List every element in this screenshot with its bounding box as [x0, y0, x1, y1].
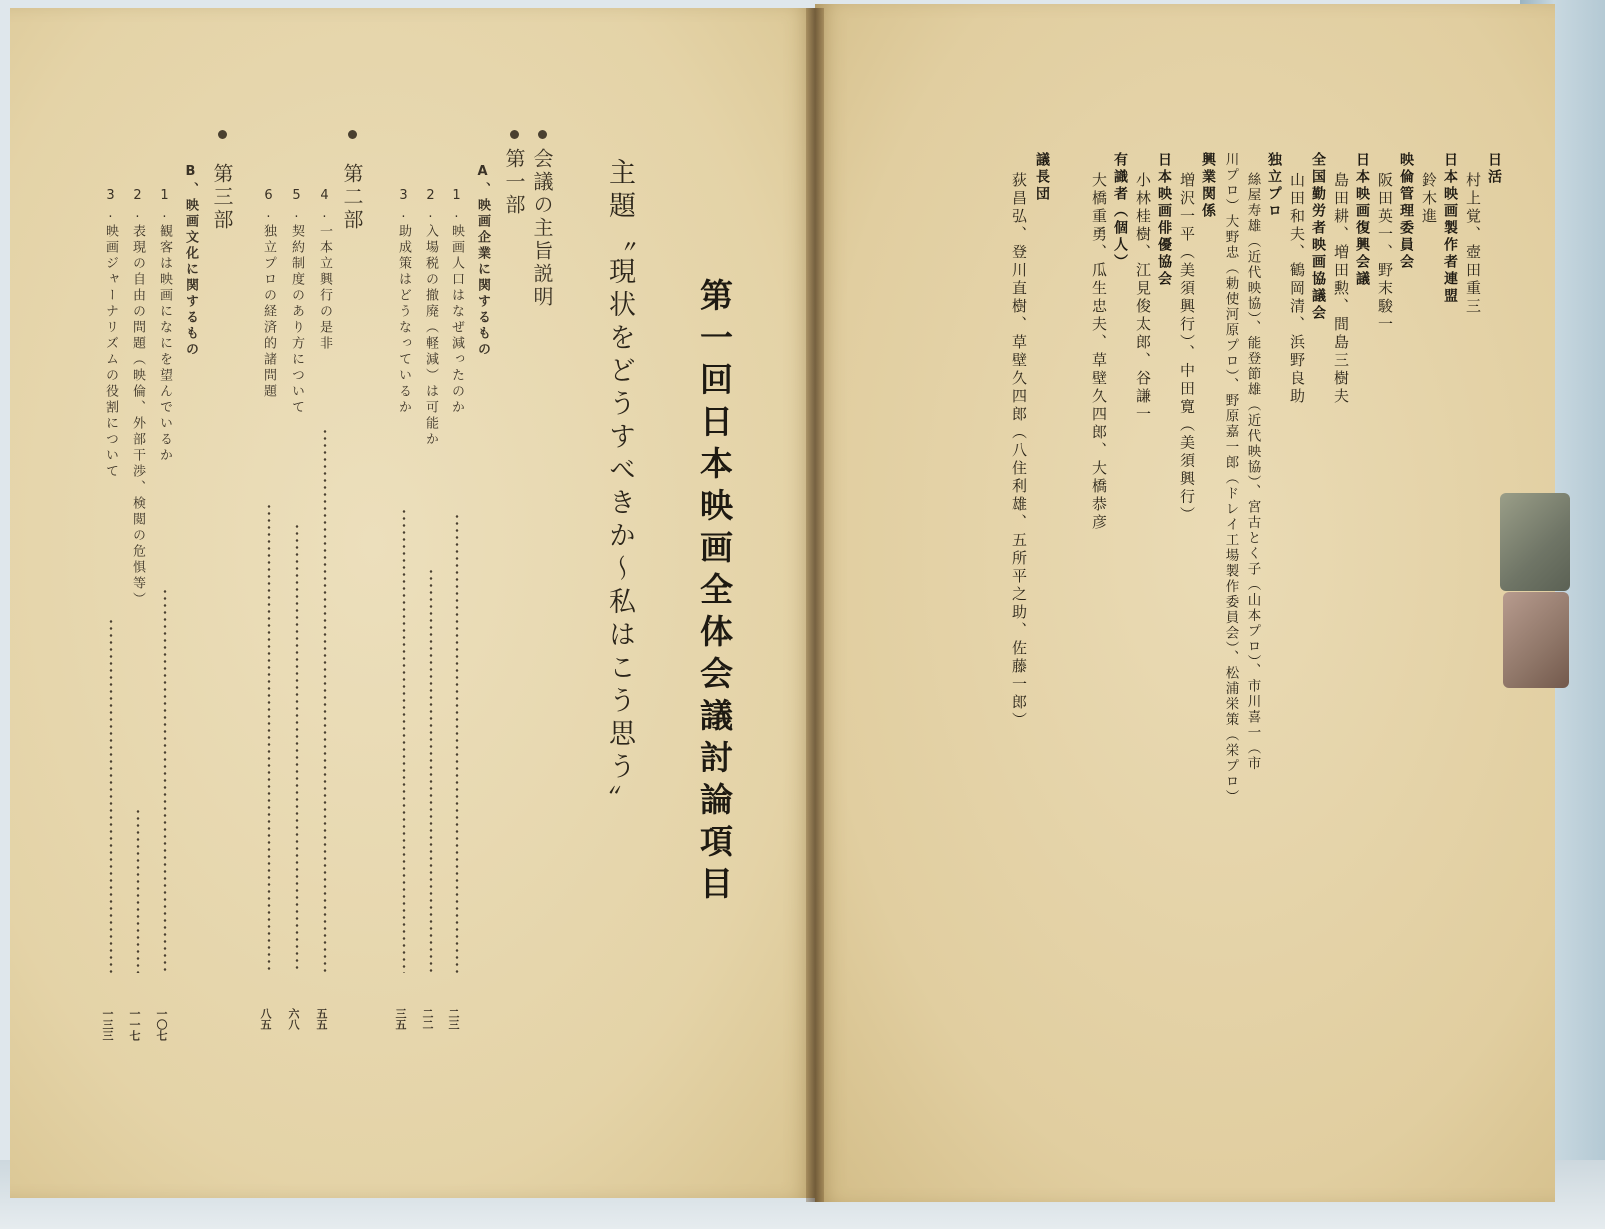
theme-line: 主題〝現状をどうすべきか〜私はこう思う〟 — [604, 158, 635, 818]
org-heading: 興業関係 — [1200, 152, 1216, 220]
paperweight — [1500, 493, 1570, 591]
bullet-icon — [348, 130, 357, 139]
toc-page-number: 六八 — [287, 1008, 300, 1030]
left-page — [10, 8, 815, 1198]
member-names: 大橋重勇、瓜生忠夫、草壁久四郎、大橋恭彦 — [1090, 172, 1108, 532]
page-title: 第一回日本映画全体会議討論項目 — [695, 278, 734, 908]
member-names: 島田耕、増田勲、間島三樹夫 — [1332, 172, 1350, 406]
member-names: 荻昌弘、登川直樹、草壁久四郎（八住利雄、五所平之助、佐藤一郎） — [1010, 172, 1028, 730]
leader-dots — [109, 618, 113, 973]
bullet-icon — [538, 130, 547, 139]
bullet-icon — [218, 130, 227, 139]
leader-dots — [163, 588, 167, 973]
org-heading: 映倫管理委員会 — [1398, 152, 1414, 271]
toc-item: 2.表現の自由の問題（映倫、外部干渉、検閲の危惧等） — [130, 188, 145, 608]
toc-item: 1.映画人口はなぜ減ったのか — [449, 188, 464, 416]
toc-item: 3.助成策はどうなっているか — [396, 188, 411, 416]
toc-item: 3.映画ジャーナリズムの役割について — [103, 188, 118, 480]
member-names: 山田和夫、鶴岡清、浜野良助 — [1288, 172, 1306, 406]
toc-item: 4.一本立興行の是非 — [317, 188, 332, 352]
toc-item: 5.契約制度のあり方について — [289, 188, 304, 416]
subsection-heading: A、映画企業に関するもの — [475, 164, 490, 358]
section-heading: 第二部 — [340, 163, 364, 232]
leader-dots — [455, 513, 459, 973]
right-page — [815, 4, 1555, 1202]
leader-dots — [402, 508, 406, 973]
leader-dots — [323, 428, 327, 973]
leader-dots — [136, 808, 140, 973]
toc-page-number: 五五 — [315, 1008, 328, 1030]
org-heading: 有識者（個人） — [1112, 152, 1128, 271]
org-heading: 独立プロ — [1266, 152, 1282, 220]
member-names: 増沢一平（美須興行）、中田寛（美須興行） — [1178, 172, 1196, 525]
member-names: 川プロ）大野忠（勅使河原プロ）、野原嘉一郎（ドレイ工場製作委員会）、松浦栄策（栄プロ） — [1222, 152, 1239, 805]
org-heading: 議長団 — [1034, 152, 1050, 203]
paperweight — [1503, 592, 1569, 688]
leader-dots — [295, 523, 299, 973]
org-heading: 日本映画復興会議 — [1354, 152, 1370, 288]
section-heading: 会議の主旨説明 — [530, 148, 554, 309]
toc-page-number: 一三三 — [101, 1008, 114, 1041]
org-heading: 日本映画俳優協会 — [1156, 152, 1172, 288]
toc-page-number: 一〇七 — [155, 1008, 168, 1041]
toc-item: 2.入場税の撤廃（軽減）は可能か — [423, 188, 438, 448]
bullet-icon — [510, 130, 519, 139]
member-names: 絲屋寿雄（近代映協）、能登節雄（近代映協）、宮古とく子（山本プロ）、市川喜一（市 — [1244, 172, 1261, 772]
section-heading: 第三部 — [210, 163, 234, 232]
toc-page-number: 二三 — [447, 1008, 460, 1030]
member-names: 鈴木進 — [1420, 172, 1438, 226]
member-names: 村上覚、壺田重三 — [1464, 172, 1482, 316]
toc-page-number: 三五 — [394, 1008, 407, 1030]
toc-item: 1.観客は映画になにを望んでいるか — [157, 188, 172, 464]
member-names: 阪田英一、野末駿一 — [1376, 172, 1394, 334]
org-heading: 日活 — [1486, 152, 1502, 186]
org-heading: 日本映画製作者連盟 — [1442, 152, 1458, 305]
toc-page-number: 二二 — [421, 1008, 434, 1030]
section-heading: 第一部 — [502, 148, 526, 217]
toc-page-number: 八五 — [259, 1008, 272, 1030]
toc-page-number: 一一七 — [128, 1008, 141, 1041]
subsection-heading: B、映画文化に関するもの — [183, 164, 198, 358]
member-names: 小林桂樹、江見俊太郎、谷謙一 — [1134, 172, 1152, 424]
leader-dots — [429, 568, 433, 973]
toc-item: 6.独立プロの経済的諸問題 — [261, 188, 276, 400]
book-gutter — [806, 8, 824, 1202]
leader-dots — [267, 503, 271, 973]
org-heading: 全国勤労者映画協議会 — [1310, 152, 1326, 322]
